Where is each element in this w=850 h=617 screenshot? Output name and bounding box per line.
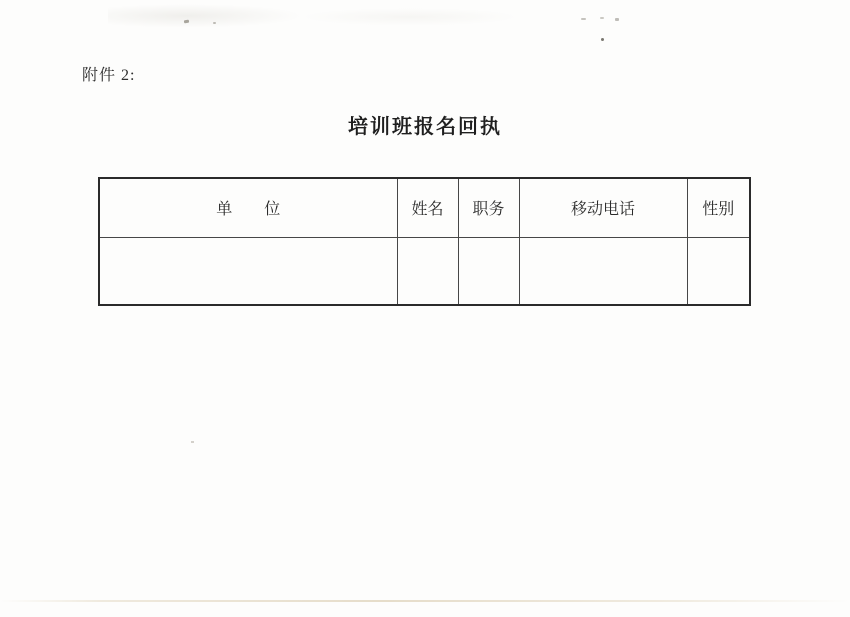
scan-speck xyxy=(615,18,619,21)
table-cell-mobile xyxy=(519,237,687,305)
scan-speck xyxy=(184,20,189,24)
table-cell-organization xyxy=(99,237,397,305)
scan-speck xyxy=(601,38,604,41)
header-cell-position: 职务 xyxy=(458,178,519,237)
header-cell-mobile: 移动电话 xyxy=(519,178,687,237)
table-row xyxy=(99,237,750,305)
attachment-label: 附件 2: xyxy=(82,67,136,84)
page-title: 培训班报名回执 xyxy=(348,116,502,138)
paper-edge-shadow xyxy=(0,600,850,602)
header-cell-name: 姓名 xyxy=(397,178,458,237)
table-cell-position xyxy=(458,237,519,305)
table-cell-name xyxy=(397,237,458,305)
scan-smudge xyxy=(108,4,303,28)
scan-smudge xyxy=(300,8,520,26)
scan-speck xyxy=(581,18,586,20)
header-cell-gender: 性别 xyxy=(687,178,750,237)
scan-speck xyxy=(213,22,216,24)
scan-speck xyxy=(191,441,194,443)
table-cell-gender xyxy=(687,237,750,305)
header-cell-organization: 单 位 xyxy=(99,178,397,237)
scan-speck xyxy=(600,17,604,19)
registration-reply-table xyxy=(98,177,751,306)
table-header-row xyxy=(99,178,750,237)
